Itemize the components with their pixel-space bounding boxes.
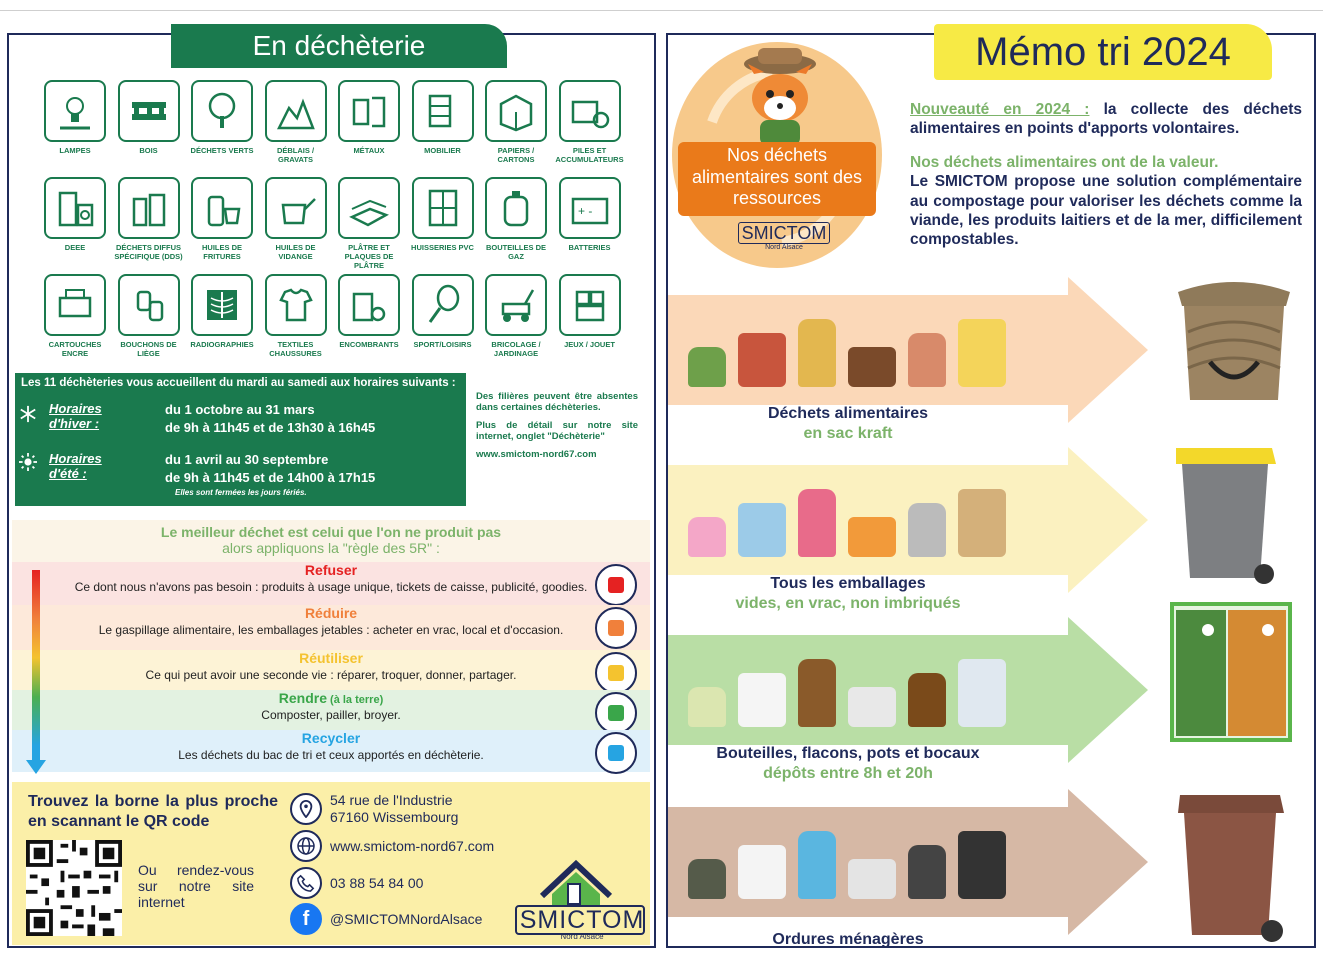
waste-item-icon — [688, 687, 726, 727]
fox-smictom-logo — [738, 222, 830, 258]
kraft-food-bin-icon — [1170, 272, 1298, 407]
winter-label: Horaires d'hiver : — [49, 401, 102, 431]
waste-category-10 — [187, 177, 257, 261]
5r-gradient-arrow — [32, 570, 40, 765]
opening-hours-box — [15, 373, 466, 506]
stream-arrow-tip — [1068, 447, 1148, 593]
furniture-icon — [412, 80, 474, 142]
stream-title: Ordures ménagères — [772, 931, 924, 948]
waste-category-23 — [555, 274, 625, 349]
yellow-lid-bin-icon — [1172, 440, 1280, 588]
waste-item-icon — [958, 659, 1006, 727]
oil-bottle-icon — [191, 177, 253, 239]
qr-code-icon[interactable] — [26, 840, 122, 936]
chemical-icon — [118, 177, 180, 239]
stream-subtitle: en sac kraft — [803, 425, 893, 442]
dechetterie-title: En déchèterie — [171, 24, 507, 68]
rule-5r-description: Ce dont nous n'avons pas besoin : produits à usage unique, tickets de caisse, publicité, goodies. — [74, 580, 588, 594]
waste-item-icon — [738, 673, 786, 727]
hours-intro: Les 11 déchèteries vous accueillent du mardi au samedi aux horaires suivants : — [21, 377, 456, 389]
waste-item-icon — [848, 517, 896, 557]
svg-text:+ -: + - — [577, 204, 592, 218]
recycle-bin-icon — [595, 732, 637, 774]
rule-5r-heading: Le meilleur déchet est celui que l'on ne produit pas — [160, 524, 502, 540]
waste-category-label: CARTOUCHES ENCRE — [48, 340, 102, 358]
rule-5r-title: Réutiliser — [299, 650, 363, 666]
fox-banner: Nos déchets alimentaires sont des ressources — [678, 142, 876, 216]
stream-title: Déchets alimentaires — [767, 405, 929, 422]
waste-category-4 — [334, 80, 404, 155]
news-text — [910, 100, 1302, 264]
top-divider — [0, 10, 1323, 11]
rule-5r-band-0 — [12, 562, 650, 605]
sorting-stream-0 — [668, 285, 1152, 442]
waste-category-label: PILES ET ACCUMULATEURS — [555, 146, 624, 164]
address-line-1: 54 rue de l'Industrie — [330, 792, 453, 808]
waste-category-label: BOUCHONS DE LIÈGE — [120, 340, 177, 358]
rule-5r-band-4 — [12, 730, 650, 772]
website-alternative-text: Ou rendez-vous sur notre site internet — [138, 862, 254, 911]
waste-item-icon — [798, 489, 836, 557]
cutlery-icon — [595, 607, 637, 649]
note-details: Plus de détail sur notre site internet, onglet "Déchèterie" — [476, 419, 638, 443]
summer-line-1: du 1 avril au 30 septembre — [165, 452, 329, 467]
waste-item-icon — [848, 687, 896, 727]
waste-item-icon — [908, 333, 946, 387]
waste-category-label: LAMPES — [59, 146, 91, 155]
rule-5r-description: Les déchets du bac de tri et ceux apportés en déchèterie. — [178, 748, 484, 762]
waste-item-icon — [958, 489, 1006, 557]
phone-row — [290, 867, 423, 899]
xray-icon — [191, 274, 253, 336]
waste-category-16 — [40, 274, 110, 358]
waste-category-label: HUILES DE VIDANGE — [275, 243, 316, 261]
sun-icon — [19, 453, 37, 471]
waste-category-label: BRICOLAGE / JARDINAGE — [491, 340, 541, 358]
waste-category-label: MÉTAUX — [353, 146, 385, 155]
bulky-icon — [338, 274, 400, 336]
stream-subtitle: vides, en vrac, non imbriqués — [735, 595, 961, 612]
stream-arrow-tip — [1068, 789, 1148, 935]
waste-type-grid — [40, 80, 625, 365]
waste-item-icon — [958, 831, 1006, 899]
rule-5r-band-1 — [12, 605, 650, 650]
smictom-logo-subtext: Nord Alsace — [560, 932, 604, 941]
waste-category-label: DÉBLAIS / GRAVATS — [276, 146, 315, 164]
waste-category-9 — [114, 177, 184, 261]
waste-category-label: HUILES DE FRITURES — [201, 243, 242, 261]
stream-arrow-tip — [1068, 617, 1148, 763]
waste-category-22 — [481, 274, 551, 358]
waste-category-8 — [40, 177, 110, 252]
waste-item-icon — [798, 319, 836, 387]
web-row — [290, 830, 494, 862]
fox-logo-subtext: Nord Alsace — [765, 244, 803, 251]
waste-category-0 — [40, 80, 110, 155]
cork-icon — [118, 274, 180, 336]
plaster-icon — [338, 177, 400, 239]
waste-category-6 — [481, 80, 551, 164]
waste-category-label: ENCOMBRANTS — [339, 340, 399, 349]
brown-household-bin-icon — [1172, 785, 1292, 945]
waste-category-label: SPORT/LOISIRS — [413, 340, 472, 349]
waste-category-21 — [408, 274, 478, 349]
box-icon — [485, 80, 547, 142]
waste-category-label: BATTERIES — [568, 243, 611, 252]
stream-subtitle: dépôts entre 8h et 20h — [763, 765, 933, 782]
sorting-stream-1 — [668, 455, 1152, 612]
waste-category-label: HUISSERIES PVC — [411, 243, 474, 252]
waste-item-icon — [848, 347, 896, 387]
stream-items — [688, 477, 1068, 557]
waste-item-icon — [908, 503, 946, 557]
closed-holidays-note: Elles sont fermées les jours fériés. — [175, 488, 307, 497]
rule-5r-description: Ce qui peut avoir une seconde vie : réparer, troquer, donner, partager. — [145, 668, 517, 682]
waste-item-icon — [688, 859, 726, 899]
waste-item-icon — [738, 503, 786, 557]
mower-icon — [485, 274, 547, 336]
facebook-row — [290, 903, 482, 935]
waste-category-label: PLÂTRE ET PLAQUES DE PLÂTRE — [344, 243, 394, 270]
news-label: Nouveauté en 2024 : — [910, 101, 1090, 118]
waste-category-11 — [261, 177, 331, 261]
waste-category-20 — [334, 274, 404, 349]
waste-category-label: BOIS — [139, 146, 158, 155]
metal-icon — [338, 80, 400, 142]
facebook-handle[interactable]: @SMICTOMNordAlsace — [330, 910, 483, 927]
waste-category-19 — [261, 274, 331, 358]
address-row — [290, 792, 458, 826]
appliance-icon — [44, 177, 106, 239]
winter-dates — [165, 401, 455, 436]
waste-item-icon — [738, 845, 786, 899]
waste-item-icon — [738, 333, 786, 387]
waste-category-label: DÉCHETS VERTS — [190, 146, 254, 155]
rule-5r-section — [12, 520, 650, 772]
waste-category-label: DEEE — [64, 243, 86, 252]
waste-category-13 — [408, 177, 478, 252]
fox-logo-text: SMICTOM — [738, 222, 830, 244]
waste-category-14 — [481, 177, 551, 261]
car-battery-icon — [559, 177, 621, 239]
toy-icon — [559, 274, 621, 336]
gas-icon — [485, 177, 547, 239]
facebook-icon: f — [290, 903, 322, 935]
news-body: la collecte des déchets alimentaires en points d'apports volontaires. — [910, 101, 1302, 138]
lamp-icon — [44, 80, 106, 142]
waste-item-icon — [848, 859, 896, 899]
rule-5r-band-2 — [12, 650, 650, 690]
waste-item-icon — [908, 845, 946, 899]
address-line-2: 67160 Wissembourg — [330, 808, 459, 825]
waste-item-icon — [798, 831, 836, 899]
glass-container-icon — [1168, 600, 1298, 748]
stream-items — [688, 307, 1068, 387]
waste-category-2 — [187, 80, 257, 155]
waste-category-7 — [555, 80, 625, 164]
phone-number[interactable]: 03 88 54 84 00 — [330, 874, 424, 891]
waste-item-icon — [688, 347, 726, 387]
memo-title: Mémo tri 2024 — [934, 24, 1272, 80]
waste-category-15 — [555, 177, 625, 252]
winter-line-2: de 9h à 11h45 et de 13h30 à 16h45 — [165, 419, 376, 435]
window-icon — [412, 177, 474, 239]
side-note — [476, 391, 638, 466]
tree-icon — [191, 80, 253, 142]
smictom-logo-text: SMICTOM — [519, 906, 645, 934]
waste-category-label: DÉCHETS DIFFUS SPÉCIFIQUE (DDS) — [114, 243, 183, 261]
waste-category-18 — [187, 274, 257, 349]
rule-5r-title-extra: (à la terre) — [326, 694, 384, 706]
compost-bin-icon — [595, 692, 637, 734]
waste-category-label: MOBILIER — [424, 146, 461, 155]
pallet-icon — [118, 80, 180, 142]
rule-5r-title: Réduire — [304, 605, 358, 621]
rule-5r-subheading: alors appliquons la "règle des 5R" : — [222, 540, 440, 556]
stream-items — [688, 647, 1068, 727]
stream-title: Bouteilles, flacons, pots et bocaux — [716, 745, 980, 762]
phone-icon — [290, 867, 322, 899]
rule-5r-title: Rendre (à la terre) — [278, 690, 384, 706]
waste-item-icon — [688, 517, 726, 557]
contact-section — [12, 782, 650, 945]
location-pin-icon — [290, 793, 322, 825]
globe-icon — [290, 830, 322, 862]
waste-category-12 — [334, 177, 404, 270]
racket-icon — [412, 274, 474, 336]
waste-category-5 — [408, 80, 478, 155]
waste-category-label: JEUX / JOUET — [564, 340, 615, 349]
snowflake-icon — [19, 405, 37, 423]
sorting-stream-2 — [668, 625, 1152, 782]
rule-5r-title: Recycler — [301, 730, 361, 746]
waste-category-label: PAPIERS / CARTONS — [497, 146, 535, 164]
note-absent: Des filières peuvent être absentes dans certaines déchèteries. — [476, 391, 638, 414]
stream-title: Tous les emballages — [770, 575, 926, 592]
summer-line-2: de 9h à 11h45 et de 14h00 à 17h15 — [165, 469, 376, 485]
waste-item-icon — [798, 659, 836, 727]
rule-5r-title: Refuser — [304, 562, 358, 578]
waste-category-1 — [114, 80, 184, 155]
battery-icon — [559, 80, 621, 142]
stream-items — [688, 819, 1068, 899]
winter-line-1: du 1 octobre au 31 mars — [165, 402, 315, 417]
waste-category-3 — [261, 80, 331, 164]
rule-5r-description: Composter, pailler, broyer. — [261, 708, 401, 722]
flyer-icon — [595, 564, 637, 606]
textile-icon — [265, 274, 327, 336]
waste-category-label: RADIOGRAPHIES — [190, 340, 254, 349]
summer-dates — [165, 451, 455, 486]
summer-label: Horaires d'été : — [49, 451, 102, 481]
printer-icon — [44, 274, 106, 336]
rule-5r-band-3 — [12, 690, 650, 730]
reusable-cup-icon — [595, 652, 637, 694]
5r-arrowhead — [26, 760, 46, 774]
waste-item-icon — [958, 319, 1006, 387]
stream-arrow-tip — [1068, 277, 1148, 423]
value-headline: Nos déchets alimentaires ont de la valeur. — [910, 153, 1219, 171]
note-website[interactable]: www.smictom-nord67.com — [476, 448, 597, 460]
oil-can-icon — [265, 177, 327, 239]
rule-5r-description: Le gaspillage alimentaire, les emballages jetables : acheter en vrac, local et d'occasion. — [98, 623, 564, 637]
waste-item-icon — [908, 673, 946, 727]
website-link[interactable]: www.smictom-nord67.com — [330, 837, 495, 854]
value-body: Le SMICTOM propose une solution complémentaire au compostage pour valoriser les déchets comme la viande, les produits laitiers et de la mer, difficilement compostables. — [910, 173, 1302, 249]
waste-category-17 — [114, 274, 184, 358]
waste-category-label: BOUTEILLES DE GAZ — [485, 243, 546, 261]
rubble-icon — [265, 80, 327, 142]
sorting-stream-3 — [668, 797, 1152, 948]
waste-category-label: TEXTILES CHAUSSURES — [269, 340, 322, 358]
qr-instruction: Trouvez la borne la plus proche en scannant le QR code — [28, 793, 278, 830]
